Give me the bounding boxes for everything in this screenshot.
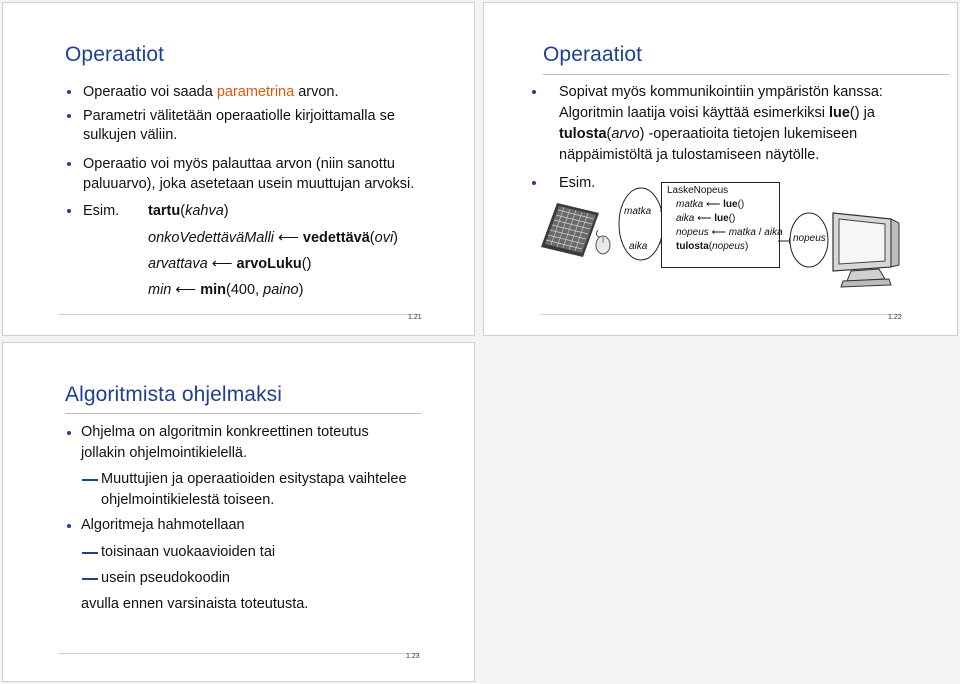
box-line: tulosta(nopeus) — [676, 241, 749, 252]
operation-name: arvoLuku — [236, 256, 302, 272]
bullet-marker — [67, 114, 71, 118]
slide-title: Operaatiot — [65, 43, 165, 66]
operation-name: lue — [714, 213, 729, 224]
operation-name: vedettävä — [302, 230, 370, 246]
paragraph-line: Sopivat myös kommunikointiin ympäristön kanssa: — [559, 84, 883, 100]
footer-rule — [59, 653, 419, 654]
bullet-marker — [67, 431, 71, 435]
example-vedettava: onkoVedettäväMalli ⟵ vedettävä(ovi) — [148, 230, 399, 246]
text-run: -operaatioita tietojen lukemiseen — [644, 126, 858, 142]
text-run: arvon. — [294, 84, 339, 100]
dash-marker — [82, 479, 98, 481]
parameter: ovi — [374, 230, 394, 246]
slide-title: Algoritmista ohjelmaksi — [65, 383, 283, 406]
variable: aika — [676, 213, 695, 224]
text-run: Operaatio voi saada — [83, 84, 217, 100]
operation-name: min — [200, 282, 227, 298]
page-number: 1.23 — [406, 653, 420, 660]
closing-line: avulla ennen varsinaista toteutusta. — [81, 596, 309, 612]
slide-1-23 — [2, 342, 475, 682]
assign-arrow-icon: ⟵ — [211, 256, 233, 272]
dash-marker — [82, 552, 98, 554]
bullet-line: jollakin ohjelmointikielellä. — [81, 445, 248, 461]
bullet-marker — [67, 90, 71, 94]
box-title: LaskeNopeus — [667, 185, 729, 196]
variable: nopeus — [676, 227, 709, 238]
sub-bullet-line: ohjelmointikielestä toiseen. — [101, 492, 275, 508]
mouse-icon — [592, 229, 612, 255]
bullet-parameter-text — [83, 82, 339, 102]
bullet-marker — [67, 524, 71, 528]
text-run: () ja — [849, 105, 875, 121]
bullet-line: Algoritmeja hahmotellaan — [81, 517, 245, 533]
esim-label: Esim. — [559, 175, 596, 191]
assign-arrow-icon: ⟵ — [697, 213, 712, 224]
sub-bullet-line: Muuttujien ja operaatioiden esitystapa vaihtelee — [101, 471, 407, 487]
nopeus-label: nopeus — [793, 233, 826, 244]
slide-1-21 — [2, 2, 475, 336]
assign-arrow-icon: ⟵ — [706, 199, 721, 210]
esim-label: Esim. — [83, 203, 120, 219]
variable: matka — [728, 227, 756, 238]
assign-arrow-icon: ⟵ — [175, 282, 197, 298]
page-number: 1.21 — [408, 314, 422, 321]
footer-rule — [59, 314, 419, 315]
monitor-icon — [829, 209, 901, 289]
box-line: aika ⟵ lue() — [676, 213, 736, 224]
parameter: kahva — [185, 203, 224, 219]
title-underline — [65, 413, 421, 414]
sub-bullet-line: usein pseudokoodin — [101, 570, 230, 586]
assign-arrow-icon: ⟵ — [278, 230, 299, 246]
numeric-argument: 400 — [230, 282, 256, 298]
assign-arrow-icon: ⟵ — [711, 227, 726, 238]
paragraph-line: näppäimistöltä ja tulostamiseen näytölle. — [559, 147, 820, 163]
operation-name: lue — [723, 199, 738, 210]
example-arvoluku: arvattava ⟵ arvoLuku() — [148, 256, 312, 272]
box-line: matka ⟵ lue() — [676, 199, 745, 210]
bullet-line: paluuarvo), joka asetetaan usein muuttujan arvoksi. — [83, 176, 415, 192]
variable: onkoVedettäväMalli — [148, 230, 275, 246]
bullet-marker — [67, 209, 71, 213]
bullet-line: sulkujen väliin. — [83, 127, 178, 143]
bullet-marker — [67, 162, 71, 166]
operation-name: lue — [828, 105, 850, 121]
bullet-marker — [532, 181, 536, 185]
operation-name: tartu — [148, 203, 181, 219]
title-underline — [543, 74, 949, 75]
parameter: paino — [263, 282, 299, 298]
parameter: nopeus — [712, 241, 745, 252]
variable: aika — [764, 227, 783, 238]
bullet-marker — [532, 90, 536, 94]
example-tartu: tartu(kahva) — [148, 203, 229, 219]
page-number: 1.22 — [888, 314, 902, 321]
bullet-line: Ohjelma on algoritmin konkreettinen toteutus — [81, 424, 369, 440]
variable: min — [148, 282, 172, 298]
paragraph-line: tulosta(arvo) -operaatioita tietojen lukemiseen — [559, 126, 858, 142]
example-min: min ⟵ min(400, paino) — [148, 282, 304, 298]
box-line: nopeus ⟵ matka / aika — [676, 227, 783, 238]
variable: arvattava — [148, 256, 208, 272]
text-run: Algoritmin laatija voisi käyttää esimerkiksi — [559, 105, 829, 121]
operation-name: tulosta — [676, 241, 709, 252]
parameter: arvo — [611, 126, 640, 142]
aika-label: aika — [629, 241, 648, 252]
matka-label: matka — [624, 206, 652, 217]
bullet-line: Operaatio voi myös palauttaa arvon (niin sanottu — [83, 156, 395, 172]
variable: matka — [676, 199, 704, 210]
bullet-line: Parametri välitetään operaatiolle kirjoittamalla se — [83, 108, 395, 124]
paragraph-line — [559, 103, 875, 123]
dash-marker — [82, 578, 98, 580]
slide-1-22 — [483, 2, 958, 336]
sub-bullet-line: toisinaan vuokaavioiden tai — [101, 544, 276, 560]
footer-rule — [540, 314, 900, 315]
operation-name: tulosta — [559, 126, 607, 142]
highlight-parametrina: parametrina — [216, 84, 295, 100]
slide-title: Operaatiot — [543, 43, 643, 66]
